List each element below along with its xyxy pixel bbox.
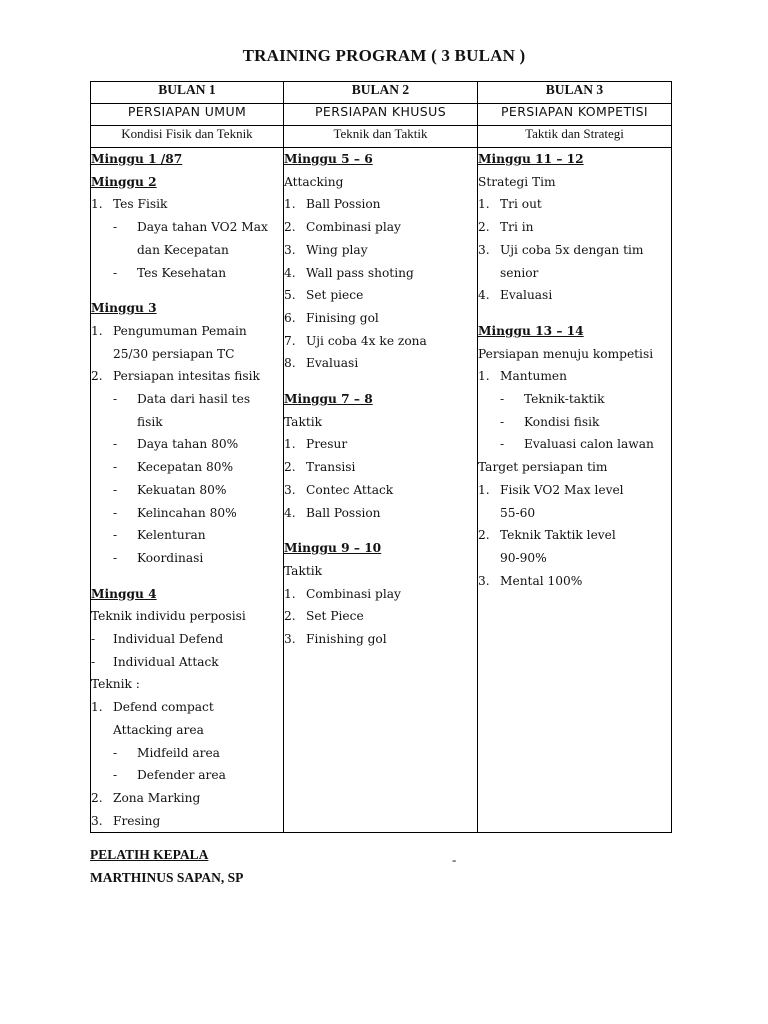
numbered-item (91, 320, 283, 343)
spacer (91, 570, 283, 583)
numbered-item (478, 193, 671, 216)
item-text: Presur (306, 437, 348, 452)
dash-item (91, 388, 283, 411)
item-number: 2. (478, 528, 490, 543)
numbered-item (284, 502, 477, 525)
item-text: Data dari hasil tes (137, 392, 251, 407)
item-number: 5. (284, 288, 296, 303)
item-text: Transisi (306, 460, 356, 475)
item-text: Defender area (137, 768, 226, 783)
item-text: Uji coba 5x dengan tim (500, 242, 644, 257)
item-text: Ball Possion (306, 197, 381, 212)
item-number: 2. (284, 220, 296, 235)
dash-marker: - (113, 460, 118, 475)
item-text: Daya tahan VO2 Max (137, 220, 268, 235)
item-text: Kondisi fisik (524, 414, 600, 429)
dash-item (91, 547, 283, 570)
paragraph-line: Persiapan menuju kompetisi (478, 346, 654, 361)
paragraph-line: Taktik (284, 563, 323, 578)
continuation-line: Attacking area (113, 722, 204, 737)
dash-marker: - (500, 437, 505, 452)
item-number: 4. (284, 505, 296, 520)
item-text: Fresing (113, 813, 161, 828)
spacer (284, 375, 477, 388)
numbered-item (91, 810, 283, 833)
item-text: Mantumen (500, 369, 567, 384)
training-program-table (90, 81, 672, 833)
numbered-item (284, 433, 477, 456)
month-header-row (91, 82, 672, 104)
item-text: Evaluasi calon lawan (524, 437, 654, 452)
numbered-item (478, 216, 671, 239)
numbered-item (91, 787, 283, 810)
item-text: Defend compact (113, 700, 214, 715)
phase-3: PERSIAPAN KOMPETISI (478, 104, 672, 126)
item-text: Combinasi play (306, 220, 401, 235)
item-number: 6. (284, 310, 296, 325)
item-text: Teknik-taktik (524, 392, 605, 407)
month-2-content (284, 148, 478, 833)
dash-item (91, 502, 283, 525)
continuation-line: 90-90% (500, 550, 547, 565)
week-heading: Minggu 11 – 12 (478, 152, 584, 166)
dash-item (478, 411, 671, 434)
week-heading: Minggu 9 – 10 (284, 541, 382, 556)
dash-marker: - (500, 414, 505, 429)
item-number: 2. (91, 369, 103, 384)
focus-2: Teknik dan Taktik (284, 126, 478, 148)
week-heading: Minggu 2 (91, 174, 157, 189)
phase-row (91, 104, 672, 126)
item-text: Koordinasi (137, 550, 204, 565)
week-heading: Minggu 3 (91, 301, 157, 316)
numbered-item (478, 524, 671, 547)
spacer (478, 307, 671, 320)
numbered-item (284, 239, 477, 262)
item-number: 3. (91, 813, 103, 828)
dash-item (478, 433, 671, 456)
item-text: Tri out (500, 197, 542, 212)
item-number: 1. (91, 700, 103, 715)
continuation-line: 25/30 persiapan TC (113, 346, 235, 361)
month-3-content (478, 148, 672, 833)
week-heading: Minggu 13 – 14 (478, 323, 584, 338)
item-text: Tes Kesehatan (137, 265, 227, 280)
continuation-line: senior (500, 265, 539, 280)
item-text: Mental 100% (500, 573, 583, 588)
item-number: 8. (284, 356, 296, 371)
dash-marker: - (113, 220, 118, 235)
paragraph-line: Teknik individu perposisi (91, 609, 246, 624)
item-number: 3. (284, 242, 296, 257)
numbered-item (478, 479, 671, 502)
item-text: Kekuatan 80% (137, 482, 227, 497)
dash-item (91, 456, 283, 479)
item-number: 7. (284, 333, 296, 348)
item-text: Set piece (306, 288, 364, 303)
week-heading: Minggu 4 (91, 586, 157, 601)
numbered-item (91, 193, 283, 216)
dash-marker: - (113, 437, 118, 452)
week-heading: Minggu 7 – 8 (284, 392, 373, 407)
item-text: Midfeild area (137, 745, 220, 760)
item-text: Pengumuman Pemain (113, 323, 247, 338)
dash-marker: - (500, 392, 505, 407)
item-text: Evaluasi (500, 288, 553, 303)
month-1-content (91, 148, 284, 833)
paragraph-line: Taktik (284, 414, 323, 429)
item-number: 1. (91, 197, 103, 212)
phase-2: PERSIAPAN KHUSUS (284, 104, 478, 126)
dash-item (91, 262, 283, 285)
dash-marker: - (113, 265, 118, 280)
item-number: 1. (478, 197, 490, 212)
continuation-line: fisik (137, 414, 163, 429)
item-text: Daya tahan 80% (137, 437, 239, 452)
month-1-header: BULAN 1 (91, 82, 284, 104)
numbered-item (478, 239, 671, 262)
item-number: 1. (478, 369, 490, 384)
item-number: 2. (284, 609, 296, 624)
item-text: Uji coba 4x ke zona (306, 333, 427, 348)
numbered-item (284, 193, 477, 216)
item-number: 1. (284, 437, 296, 452)
numbered-item (284, 216, 477, 239)
item-number: 4. (478, 288, 490, 303)
week-heading: Minggu 1 /87 (91, 152, 183, 166)
dash-marker: - (113, 768, 118, 783)
numbered-item (478, 284, 671, 307)
item-text: Contec Attack (306, 482, 394, 497)
item-text: Teknik Taktik level (500, 528, 616, 543)
item-number: 3. (284, 482, 296, 497)
content-row (91, 148, 672, 833)
paragraph-line: Teknik : (91, 677, 140, 692)
dash-item (91, 216, 283, 239)
month-3-header: BULAN 3 (478, 82, 672, 104)
paragraph-line: Strategi Tim (478, 174, 556, 189)
dash-item (91, 479, 283, 502)
item-number: 3. (478, 242, 490, 257)
numbered-item (91, 696, 283, 719)
item-number: 1. (284, 197, 296, 212)
item-number: 4. (284, 265, 296, 280)
signature-name: MARTHINUS SAPAN, SP (90, 870, 244, 885)
dash-marker: - (113, 745, 118, 760)
numbered-item (284, 628, 477, 651)
numbered-item (284, 330, 477, 353)
document-title: TRAINING PROGRAM ( 3 BULAN ) (242, 46, 526, 65)
dash-marker: - (91, 632, 96, 647)
dash-marker: - (113, 505, 118, 520)
item-text: Set Piece (306, 609, 364, 624)
item-number: 2. (91, 790, 103, 805)
item-number: 2. (478, 220, 490, 235)
item-text: Finishing gol (306, 632, 387, 647)
dash-marker: - (91, 654, 96, 669)
signature-role: PELATIH KEPALA (90, 847, 209, 862)
numbered-item (284, 262, 477, 285)
numbered-item (284, 605, 477, 628)
numbered-item (284, 456, 477, 479)
dash-item (91, 628, 283, 651)
dash-marker: - (113, 528, 118, 543)
item-number: 1. (91, 323, 103, 338)
numbered-item (284, 284, 477, 307)
item-number: 1. (284, 586, 296, 601)
item-number: 2. (284, 460, 296, 475)
focus-1: Kondisi Fisik dan Teknik (91, 126, 284, 148)
paragraph-line: Attacking (284, 174, 344, 189)
dash-marker: - (113, 482, 118, 497)
item-text: Tri in (500, 220, 534, 235)
numbered-item (284, 352, 477, 375)
item-text: Kelincahan 80% (137, 505, 237, 520)
item-text: Kelenturan (137, 528, 206, 543)
numbered-item (284, 307, 477, 330)
numbered-item (478, 570, 671, 593)
continuation-line: 55-60 (500, 505, 536, 520)
focus-3: Taktik dan Strategi (478, 126, 672, 148)
item-number: 3. (478, 573, 490, 588)
item-text: Fisik VO2 Max level (500, 482, 624, 497)
item-text: Individual Attack (113, 654, 219, 669)
item-text: Combinasi play (306, 586, 401, 601)
item-text: Tes Fisik (113, 197, 168, 212)
numbered-item (284, 583, 477, 606)
item-text: Ball Possion (306, 505, 381, 520)
dash-item (91, 764, 283, 787)
numbered-item (478, 365, 671, 388)
dash-marker: - (113, 392, 118, 407)
item-text: Zona Marking (113, 790, 201, 805)
signature-mark: - (452, 852, 457, 867)
item-text: Wall pass shoting (306, 265, 414, 280)
phase-1: PERSIAPAN UMUM (91, 104, 284, 126)
dash-marker: - (113, 550, 118, 565)
item-text: Wing play (306, 242, 368, 257)
dash-item (91, 651, 283, 674)
item-text: Finising gol (306, 310, 379, 325)
numbered-item (284, 479, 477, 502)
dash-item (91, 742, 283, 765)
item-number: 1. (478, 482, 490, 497)
item-text: Kecepatan 80% (137, 460, 234, 475)
month-2-header: BULAN 2 (284, 82, 478, 104)
numbered-item (91, 365, 283, 388)
dash-item (91, 433, 283, 456)
week-heading: Minggu 5 – 6 (284, 152, 373, 166)
dash-item (91, 524, 283, 547)
spacer (91, 284, 283, 297)
focus-row (91, 126, 672, 148)
paragraph-line: Target persiapan tim (478, 460, 608, 475)
item-text: Individual Defend (113, 632, 224, 647)
spacer (284, 524, 477, 537)
item-text: Persiapan intesitas fisik (113, 369, 260, 384)
continuation-line: dan Kecepatan (137, 242, 229, 257)
item-number: 3. (284, 632, 296, 647)
item-text: Evaluasi (306, 356, 359, 371)
dash-item (478, 388, 671, 411)
